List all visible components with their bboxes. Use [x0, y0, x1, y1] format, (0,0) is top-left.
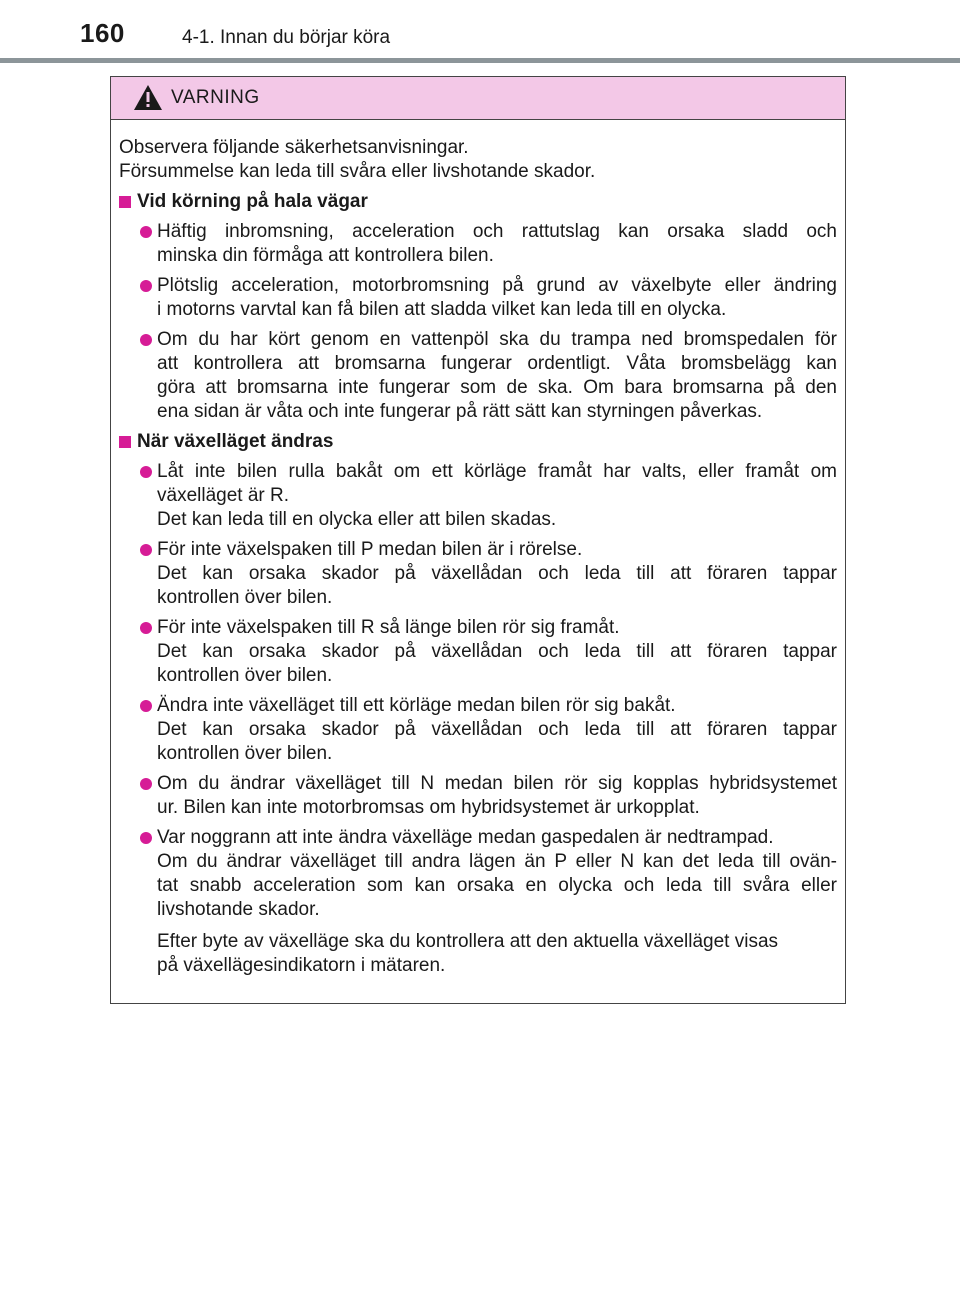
list-item: Om du ändrar växelläget till N medan bilen rör sig kopplas hybridsystemet ur. Bilen kan inte motorbromsas om hybridsystemet är urkopplat.: [119, 772, 837, 820]
intro-line: Observera följande säkerhetsanvisningar.: [119, 137, 469, 158]
bullet-dot-icon: [140, 280, 152, 292]
list-item: Om du har kört genom en vattenpöl ska du trampa ned bromspedalen för att kontrollera att bromsarna fungerar ordentligt. Våta bromsbelägg kan göra att bromsarna inte fungerar som de ska. Om bara bromsarna på den ena sidan är våta och inte fungerar på rätt sätt kan styrningen påverkas.: [119, 328, 837, 424]
section-title: 4-1. Innan du börjar köra: [182, 27, 391, 48]
warning-box: [110, 76, 846, 1004]
list-item: Plötslig acceleration, motorbromsning på grund av växelbyte eller ändring i motorns varvtal kan få bilen att sladda vilket kan leda till en olycka.: [119, 274, 837, 322]
bullet-dot-icon: [140, 466, 152, 478]
list-item: Låt inte bilen rulla bakåt om ett körläge framåt har valts, eller framåt om växelläget är R. Det kan leda till en olycka eller att bilen skadas.: [119, 460, 837, 532]
header-rule: [0, 58, 960, 63]
bullet-dot-icon: [140, 622, 152, 634]
page-number: 160: [80, 18, 125, 48]
warning-triangle-icon: [133, 84, 163, 111]
warning-intro: [119, 136, 837, 184]
section-heading: När växelläget ändras: [119, 430, 837, 454]
list-item: För inte växelspaken till P medan bilen är i rörelse. Det kan orsaka skador på växellådan och leda till att föraren tappar kontrollen över bilen.: [119, 538, 837, 610]
list-item: Häftig inbromsning, acceleration och rattutslag kan orsaka sladd och minska din förmåga att kontrollera bilen.: [119, 220, 837, 268]
bullet-dot-icon: [140, 334, 152, 346]
warning-header: [111, 77, 845, 120]
bullet-dot-icon: [140, 544, 152, 556]
bullet-dot-icon: [140, 778, 152, 790]
warning-body: [111, 120, 845, 978]
warning-label: VARNING: [171, 87, 260, 108]
list-item: Ändra inte växelläget till ett körläge medan bilen rör sig bakåt. Det kan orsaka skador på växellådan och leda till att föraren tappar kontrollen över bilen.: [119, 694, 837, 766]
list-item: För inte växelspaken till R så länge bilen rör sig framåt. Det kan orsaka skador på växellådan och leda till att föraren tappar kontrollen över bilen.: [119, 616, 837, 688]
intro-line: Försummelse kan leda till svåra eller livshotande skador.: [119, 161, 596, 182]
list-item: Var noggrann att inte ändra växelläge medan gaspedalen är nedtrampad. Om du ändrar växelläget till andra lägen än P eller N kan det leda till ovän- tat snabb acceleration som kan orsaka en olycka och leda till svåra eller livshotande skador.: [119, 826, 837, 922]
note-paragraph: Efter byte av växelläge ska du kontrollera att den aktuella växelläget visas på växellägesindikatorn i mätaren.: [157, 931, 779, 976]
square-bullet-icon: [119, 436, 131, 448]
bullet-dot-icon: [140, 226, 152, 238]
bullet-dot-icon: [140, 700, 152, 712]
section-heading: Vid körning på hala vägar: [119, 190, 837, 214]
bullet-dot-icon: [140, 832, 152, 844]
square-bullet-icon: [119, 196, 131, 208]
